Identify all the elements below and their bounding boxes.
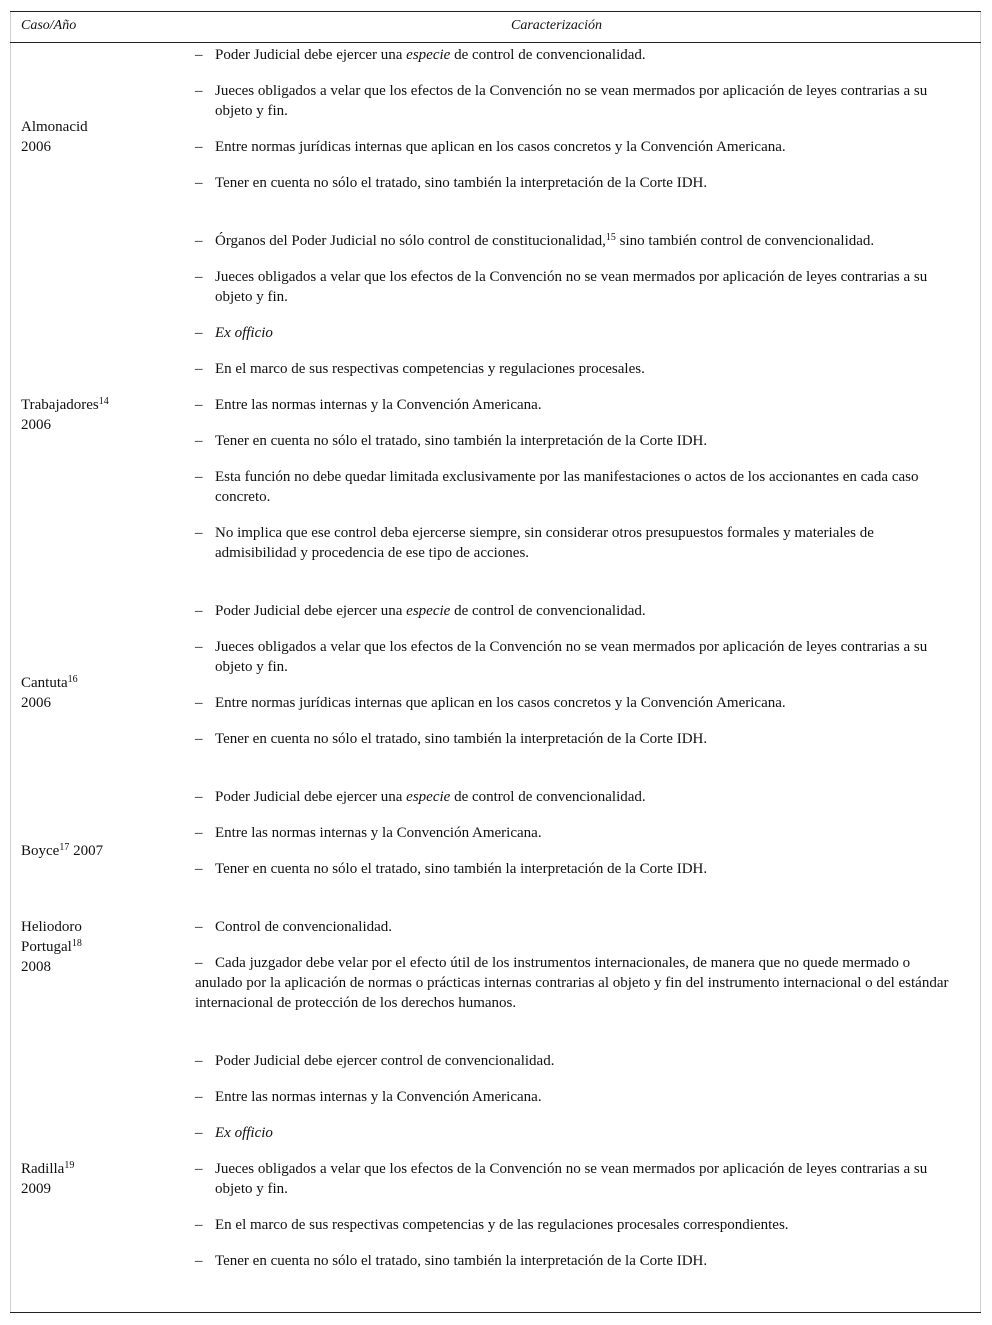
list-item: – Entre las normas internas y la Convención Americana.	[195, 825, 542, 841]
case-name: Radilla	[21, 1161, 65, 1177]
case-label-trabajadores	[21, 395, 171, 435]
list-item: – Jueces obligados a velar que los efectos de la Convención no se vean mermados por aplicación de leyes contrarias a su objeto y fin.	[195, 1161, 928, 1197]
column-header-case: Caso/Año	[21, 18, 77, 33]
case-label-boyce	[21, 841, 171, 861]
list-item: – Entre las normas internas y la Convención Americana.	[195, 397, 542, 413]
list-item: – En el marco de sus respectivas competencias y regulaciones procesales.	[195, 361, 645, 377]
list-item: – Tener en cuenta no sólo el tratado, sino también la interpretación de la Corte IDH.	[195, 861, 708, 877]
list-item: – Tener en cuenta no sólo el tratado, sino también la interpretación de la Corte IDH.	[195, 433, 708, 449]
table-top-rule	[10, 11, 981, 12]
case-label-almonacid	[21, 117, 171, 157]
case-year: 2009	[21, 1181, 51, 1197]
table-bottom-rule	[10, 1312, 981, 1313]
case-label-radilla	[21, 1159, 171, 1199]
footnote-ref: 16	[67, 674, 78, 685]
column-header-characterization: Caracterización	[511, 18, 602, 33]
list-item: – Jueces obligados a velar que los efectos de la Convención no se vean mermados por aplicación de leyes contrarias a su objeto y fin.	[195, 639, 928, 675]
list-item: – Control de convencionalidad.	[195, 919, 393, 935]
footnote-ref: 15	[605, 232, 616, 243]
list-item: – Poder Judicial debe ejercer una especie de control de convencionalidad.	[195, 789, 646, 805]
case-label-heliodoro-portugal	[21, 917, 171, 977]
list-item: – Poder Judicial debe ejercer una especie de control de convencionalidad.	[195, 47, 646, 63]
case-name: Portugal	[21, 939, 72, 955]
footnote-ref: 17	[59, 842, 70, 853]
list-item: – Entre normas jurídicas internas que aplican en los casos concretos y la Convención Americana.	[195, 695, 786, 711]
list-item: – Tener en cuenta no sólo el tratado, sino también la interpretación de la Corte IDH.	[195, 731, 708, 747]
case-label-cantuta	[21, 673, 171, 713]
case-year: 2008	[21, 959, 51, 975]
list-item: – Órganos del Poder Judicial no sólo control de constitucionalidad,$^{15}$ sino también control de convencionalidad.	[195, 232, 875, 249]
case-year: 2007	[73, 843, 104, 859]
footnote-ref: 18	[71, 938, 82, 949]
case-name: Almonacid	[21, 119, 88, 135]
list-item: – Esta función no debe quedar limitada exclusivamente por las manifestaciones o actos de los accionantes en cada caso concreto.	[195, 469, 919, 505]
list-item: – Ex officio	[195, 1125, 273, 1141]
list-item: – Poder Judicial debe ejercer una especie de control de convencionalidad.	[195, 603, 646, 619]
list-item: – Entre normas jurídicas internas que aplican en los casos concretos y la Convención Americana.	[195, 139, 786, 155]
list-item: – Entre las normas internas y la Convención Americana.	[195, 1089, 542, 1105]
list-item: – Jueces obligados a velar que los efectos de la Convención no se vean mermados por aplicación de leyes contrarias a su objeto y fin.	[195, 83, 928, 119]
list-item: – No implica que ese control deba ejercerse siempre, sin considerar otros presupuestos formales y materiales de admisibilidad y procedencia de ese tipo de acciones.	[195, 525, 874, 561]
table-header-rule	[10, 42, 981, 43]
list-item: – Poder Judicial debe ejercer control de convencionalidad.	[195, 1053, 555, 1069]
case-year: 2006	[21, 417, 51, 433]
list-item: – En el marco de sus respectivas competencias y de las regulaciones procesales correspondientes.	[195, 1217, 789, 1233]
footnote-ref: 14	[98, 396, 109, 407]
list-item: – Ex officio	[195, 325, 273, 341]
list-item: – Tener en cuenta no sólo el tratado, sino también la interpretación de la Corte IDH.	[195, 1253, 708, 1269]
case-year: 2006	[21, 139, 51, 155]
list-item: – Cada juzgador debe velar por el efecto útil de los instrumentos internacionales, de manera que no quede mermado o anulado por la aplicación de normas o prácticas internas contrarias al objeto y fin del instrumento internacional o del estándar internacional de protección de los derechos humanos.	[195, 955, 949, 1011]
list-item: – Jueces obligados a velar que los efectos de la Convención no se vean mermados por aplicación de leyes contrarias a su objeto y fin.	[195, 269, 928, 305]
case-name: Trabajadores	[21, 397, 99, 413]
case-name: Cantuta	[21, 675, 68, 691]
case-year: 2006	[21, 695, 51, 711]
footnote-ref: 19	[64, 1160, 75, 1171]
case-name: Boyce	[21, 843, 60, 859]
case-name: Heliodoro	[21, 919, 82, 935]
list-item: – Tener en cuenta no sólo el tratado, sino también la interpretación de la Corte IDH.	[195, 175, 708, 191]
